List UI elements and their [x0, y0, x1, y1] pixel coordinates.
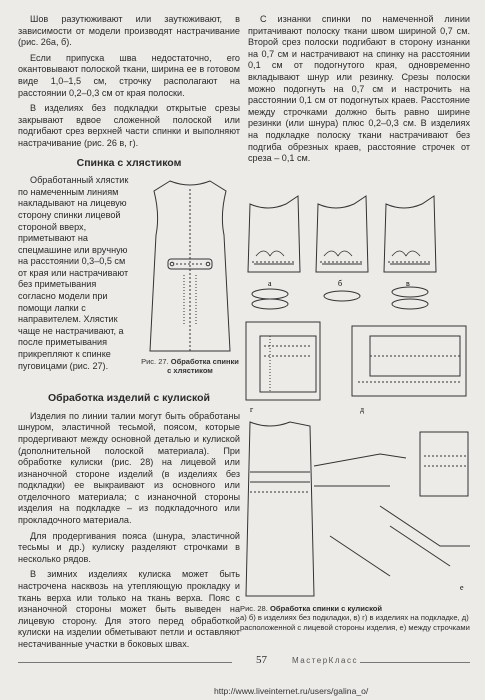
left-column [18, 14, 240, 655]
footer-rule [360, 662, 470, 663]
paragraph: В зимних изделиях кулиска может быть настрочена насквозь на утепляющую прокладку и ткань верха или только на ткань верха. Пояс с изнаночной стороны может быть выведен на лицевую сторону. Для этого перед обработкой кулиски на изделии обметывают петли и оставляют нестачиванные участки в боковых швах. [18, 569, 240, 649]
right-column [248, 14, 470, 169]
figure-28-label-v: в [406, 279, 410, 288]
paragraph: В изделиях без подкладки открытые срезы закрывают вдвое сложенной полоской или подгибают срез верхней части спинки и выполняют настрачивание (рис. 26 в, г). [18, 103, 240, 148]
figure-28 [240, 186, 476, 607]
figure-27-number: Рис. 27. [141, 357, 169, 367]
section-heading-drawstring: Обработка изделий с кулиской [47, 392, 211, 405]
paragraph: Обработанный хлястик по намеченным линиям накладывают на лицевую сторону спинки лицевой стороной вверх, приметывают на спецмашине или вручную на расстоянии 0,3–0,5 см от края или настрачивают без приметывания согласно модели при помощи лапки с направителем. Хлястик чаще не настрачивают, а после приметывания прикрепляют к спинке пуговицами (рис. 27). [18, 175, 129, 371]
paragraph: Если припуска шва недостаточно, его окантовывают полоской ткани, ширина ее в готовом виде 1,0–1,5 см, строчку располагают на расстоянии 0,2–0,3 см от края полоски. [18, 52, 240, 98]
paragraph: Шов разутюживают или заутюживают, в зависимости от модели производят настрачивание (рис. 26а, б). [18, 14, 240, 48]
figure-28-drawing [240, 186, 476, 602]
figure-28-label-e: е [460, 583, 464, 592]
paragraph: Для продергивания пояса (шнура, эластичной тесьмы и др.) кулиску разделяют строчками в несколько рядов. [18, 530, 240, 564]
figure-27-title: Обработка спинки с хлястиком [167, 357, 239, 376]
figure-27 [140, 175, 240, 383]
figure-28-label-g: г [250, 405, 254, 414]
section-heading-back-with-strap: Спинка с хлястиком [76, 156, 182, 169]
paragraph: Изделия по линии талии могут быть обработаны шнуром, эластичной тесьмой, поясом, которые продергивают между основной деталью и кулиской (дополнительной полоской материала). При обработке кулиски (рис. 28) на лицевой или изнаночной стороне изделий (в изделиях без подкладки) ее выкраивают из основного или отделочного материала; с изнаночной стороны изделия на подкладке – из подкладочного или прокладочного материала. [18, 410, 240, 526]
figure-27-caption [140, 357, 240, 375]
figure-28-title: Обработка спинки с кулиской [270, 604, 383, 613]
page-number: 57 [256, 654, 267, 666]
figure-28-description: а) б) в изделиях без подкладки, в) г) в изделиях на подкладке, д) расположенной с лицевой стороны изделия, е) между строчками [240, 613, 470, 632]
figure-28-number: Рис. 28. [240, 604, 268, 613]
figure-28-label-b: б [338, 279, 343, 288]
footer-rule [18, 662, 232, 663]
figure-28-label-d: д [360, 405, 365, 414]
figure-28-caption [240, 604, 476, 632]
magazine-brand: МастерКласс [292, 656, 358, 665]
watermark-url: http://www.liveinternet.ru/users/galina_o/ [214, 686, 369, 696]
paragraph: С изнанки спинки по намеченной линии притачивают полоску ткани швом шириной 0,7 см. Второй срез полоски подгибают в сторону изнанки на 0,7 см и настрачивают на спинку на расстоянии 0,1 см от подогнутого края, одновременно вкладывают шнур или резинку. Срезы полоски можно подогнуть на 0,7 см и настрочить на расстоянии 0,1 см от подогнутых краев. Расстояние между строчками должно быть равно ширине резинки (или шнура) плюс 0,2–0,3 см. В изделиях на подкладке полоску ткани настрачивают без подгиба обрезных краев, расстояние строчек от среза – 0,1 см. [248, 14, 470, 164]
figure-28-label-a: а [268, 279, 272, 288]
back-with-strap-drawing [140, 175, 240, 357]
